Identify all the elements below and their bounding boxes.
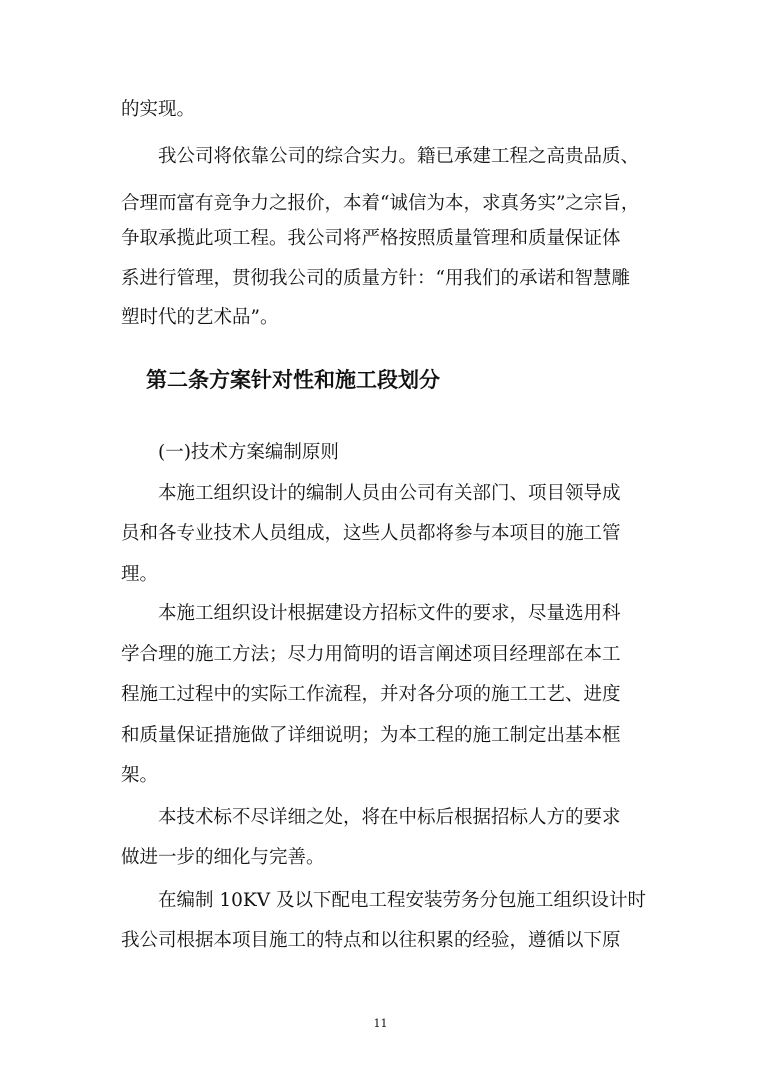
- paragraph-line: 我公司将依靠公司的综合实力。籍已承建工程之高贵品质、: [158, 146, 640, 167]
- paragraph-line: 学合理的施工方法；尽力用简明的语言阐述项目经理部在本工: [121, 644, 621, 665]
- paragraph-line: 做进一步的细化与完善。: [121, 847, 325, 868]
- subheading: (一)技术方案编制原则: [158, 442, 339, 463]
- paragraph-line: 在编制 10KV 及以下配电工程安装劳务分包施工组织设计时: [158, 890, 646, 911]
- paragraph-line: 争取承揽此项工程。我公司将严格按照质量管理和质量保证体: [121, 228, 621, 249]
- paragraph-line: 本施工组织设计的编制人员由公司有关部门、项目领导成: [158, 483, 621, 504]
- paragraph-line: 本施工组织设计根据建设方招标文件的要求，尽量选用科: [158, 603, 621, 624]
- paragraph-line: 本技术标不尽详细之处，将在中标后根据招标人方的要求: [158, 807, 621, 828]
- paragraph-line: 系进行管理，贯彻我公司的质量方针：“用我们的承诺和智慧雕: [121, 268, 630, 289]
- paragraph-line: 程施工过程中的实际工作流程，并对各分项的施工工艺、进度: [121, 684, 621, 705]
- paragraph-line: 和质量保证措施做了详细说明；为本工程的施工制定出基本框: [121, 725, 621, 746]
- section-heading: 第二条方案针对性和施工段划分: [146, 367, 440, 392]
- paragraph-line: 员和各专业技术人员组成，这些人员都将参与本项目的施工管: [121, 523, 621, 544]
- paragraph-line: 塑时代的艺术品”。: [121, 307, 279, 328]
- paragraph-line: 我公司根据本项目施工的特点和以往积累的经验，遵循以下原: [121, 930, 621, 951]
- page-number: 11: [373, 1017, 388, 1030]
- paragraph-line: 合理而富有竞争力之报价，本着“诚信为本，求真务实”之宗旨，: [121, 193, 640, 214]
- paragraph-line: 理。: [121, 564, 159, 585]
- paragraph-line: 架。: [121, 765, 159, 786]
- intro-line: 的实现。: [121, 99, 196, 120]
